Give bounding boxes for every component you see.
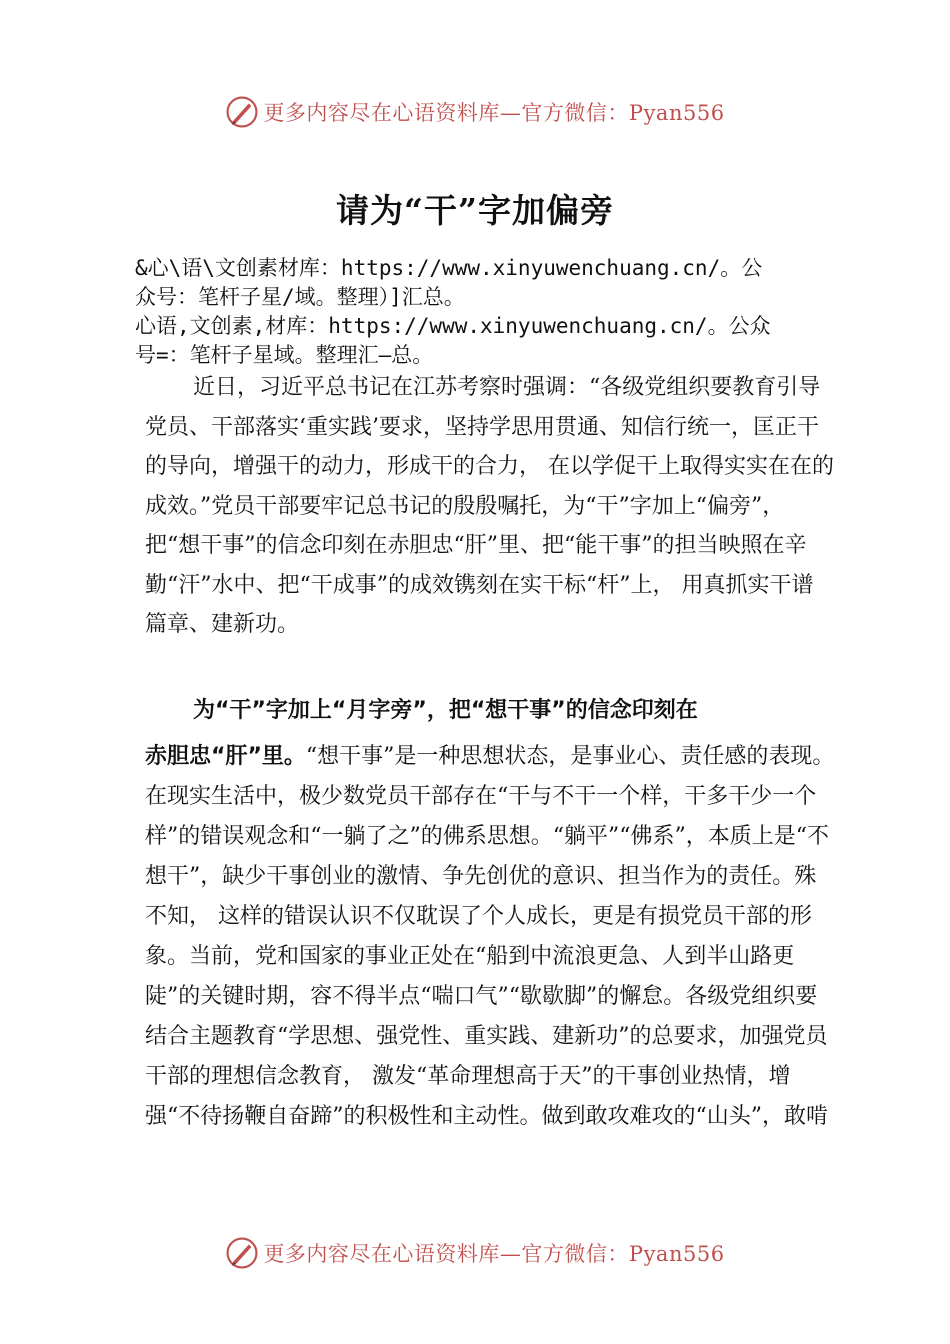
- source-note-2-line-b: 号=：笔杆子星域。整理汇—总。: [135, 343, 434, 367]
- pen-logo-icon: [225, 1236, 259, 1270]
- document-title: 请为“干”字加偏旁: [336, 191, 614, 230]
- pen-logo-icon: [225, 95, 259, 129]
- section-1-heading-line-1: 为“干”字加上“月字旁”，把“想干事”的信念印刻在: [193, 698, 698, 723]
- section-1-heading-line-2: 赤胆忠“肝”里。: [145, 744, 306, 769]
- source-note-2: [135, 312, 835, 370]
- source-note-1-line-a: &心\语\文创素材库：https://www.xinyuwenchuang.cn/。公: [135, 256, 763, 280]
- source-note-2-line-a: 心语,文创素,材库：https://www.xinyuwenchuang.cn/。公众: [135, 314, 771, 338]
- section-1: [145, 691, 835, 1137]
- section-1-body: “想干事”是一种思想状态，是事业心、责任感的表现。在现实生活中，极少数党员干部存在“干与不干一个样，干多干少一个样”的错误观念和“一躺了之”的佛系思想。“躺平”“佛系”，本质上是“不想干”，缺少干事创业的激情、争先创优的意识、担当作为的责任。殊不知， 这样的错误认识不仅耽误了个人成长，更是有损党员干部的形象。当前，党和国家的事业正处在“船到中流浪更急、人到半山路更陡”的关键时期，容不得半点“喘口气”“歇歇脚”的懈怠。各级党组织要结合主题教育“学思想、强党性、重实践、建新功”的总要求，加强党员干部的理想信念教育， 激发“革命理想高于天”的干事创业热情，增强“不待扬鞭自奋蹄”的积极性和主动性。做到敢攻难攻的“山头”，敢啃: [145, 744, 835, 1129]
- paragraph-intro: 近日，习近平总书记在江苏考察时强调：“各级党组织要教育引导党员、干部落实‘重实践’要求，坚持学思用贯通、知信行统一，匡正干的导向，增强干的动力，形成干的合力， 在以学促干上取得实实在在的成效。”党员干部要牢记总书记的殷殷嘱托，为“干”字加上“偏旁”，把“想干事”的信念印刻在赤胆忠“肝”里、把“能干事”的担当映照在辛勤“汗”水中、把“干成事”的成效镌刻在实干标“杆”上， 用真抓实干谱篇章、建新功。: [145, 375, 834, 637]
- footer-banner-text: 更多内容尽在心语资料库—官方微信：Pyan556: [263, 1242, 725, 1266]
- source-note-1: [135, 254, 835, 312]
- header-banner: [0, 92, 950, 132]
- source-note-1-line-b: 众号：笔杆子星/域。整理）]汇总。: [135, 285, 465, 309]
- header-banner-text: 更多内容尽在心语资料库—官方微信：Pyan556: [263, 101, 725, 125]
- footer-banner: [0, 1233, 950, 1273]
